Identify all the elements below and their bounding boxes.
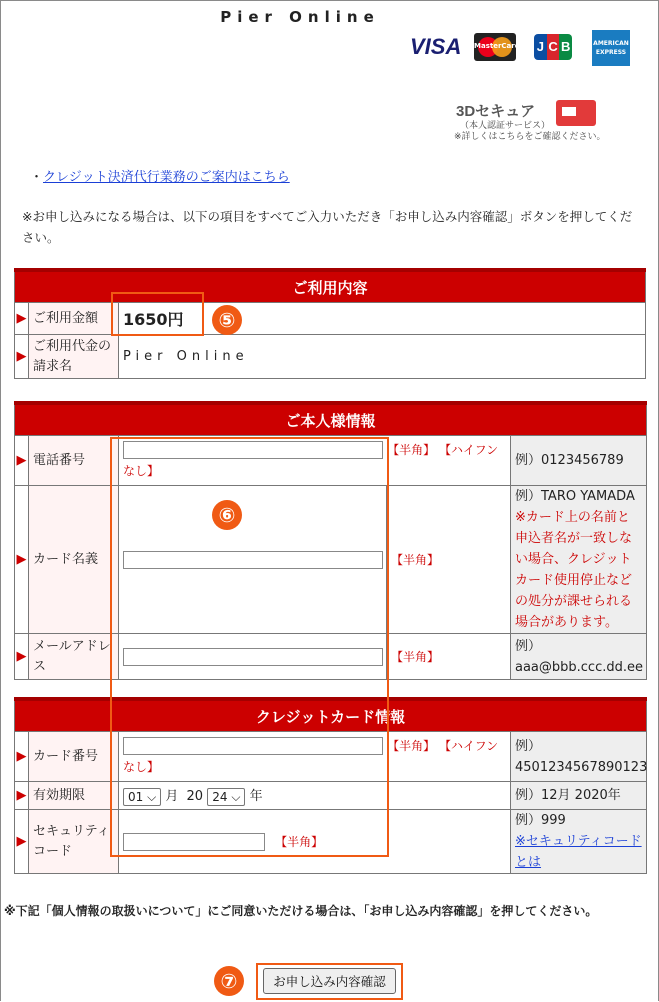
mastercard-logo: MasterCard (474, 33, 516, 61)
instruction-text: ※お申し込みになる場合は、以下の項目をすべてご入力いただき「お申し込み内容確認」ボタンを押してください。 (22, 209, 633, 245)
cvc-help-link[interactable]: ※セキュリティコードとは (515, 834, 642, 870)
row-marker-icon: ▶ (15, 486, 29, 634)
cvc-label: セキュリティコード (29, 810, 119, 874)
secure-note: ※詳しくはこちらをご確認ください。 (454, 132, 606, 142)
3d-secure-badge[interactable] (456, 100, 626, 145)
row-marker-icon: ▶ (15, 810, 29, 874)
expiry-label: 有効期限 (29, 782, 119, 810)
row-marker-icon: ▶ (15, 303, 29, 335)
expiry-year-prefix: 20 (186, 789, 204, 805)
expiry-year-select[interactable]: 24 ⌵ (207, 788, 245, 806)
phone-note: 【半角】 【ハイフンなし】 (123, 442, 499, 478)
chevron-down-icon: ⌵ (231, 789, 241, 804)
service-guide-row (30, 166, 290, 185)
expiry-month-unit: 月 (165, 789, 179, 805)
card-number-note: 【半角】 【ハイフンなし】 (123, 738, 499, 774)
card-name-warning: ※カード上の名前と申込者名が一致しない場合、クレジットカード使用停止などの処分が課せられる場合があります。 (515, 510, 633, 630)
amex-logo: AMERICAN EXPRESS (592, 30, 630, 66)
phone-example: 例）0123456789 (511, 436, 647, 486)
credit-card-lock-icon (556, 100, 596, 126)
email-note: 【半角】 (391, 650, 440, 664)
expiry-month-select[interactable]: 01 ⌵ (123, 788, 161, 806)
confirm-button[interactable]: お申し込み内容確認 (263, 968, 396, 994)
expiry-example: 例）12月 2020年 (511, 782, 647, 810)
site-title: Pier Online (220, 8, 380, 26)
payee-label: ご利用代金の請求名 (29, 335, 119, 379)
row-marker-icon: ▶ (15, 782, 29, 810)
visa-logo: VISA (410, 34, 462, 59)
email-example: 例）aaa@bbb.ccc.dd.ee (511, 634, 647, 680)
row-marker-icon: ▶ (15, 634, 29, 680)
card-heading: クレジットカード情報 (15, 699, 647, 732)
row-marker-icon: ▶ (15, 335, 29, 379)
row-marker-icon: ▶ (15, 732, 29, 782)
usage-heading: ご利用内容 (15, 270, 646, 303)
cvc-example: 例）999 (515, 813, 566, 828)
usage-table (14, 268, 646, 379)
secure-title: 3Dセキュア (456, 103, 536, 120)
card-name-example: 例）TARO YAMADA (515, 489, 635, 504)
card-number-label: カード番号 (29, 732, 119, 782)
consent-notice: ※下記「個人情報の取扱いについて」にご同意いただける場合は、「お申し込み内容確認」を押してください。 (4, 904, 598, 918)
row-marker-icon: ▶ (15, 436, 29, 486)
service-guide-link[interactable]: クレジット決済代行業務のご案内はこちら (43, 170, 290, 185)
card-number-example: 例）4501234567890123 (511, 732, 647, 782)
card-name-note: 【半角】 (391, 553, 440, 567)
amount-value: 1650円 (119, 303, 646, 335)
callout-6: ⑥ (212, 500, 242, 530)
chevron-down-icon: ⌵ (147, 789, 157, 804)
secure-subtitle: （本人認証サービス） (460, 121, 551, 131)
card-name-label: カード名義 (29, 486, 119, 634)
expiry-year-unit: 年 (249, 789, 263, 805)
payee-value: Pier Online (119, 335, 646, 379)
phone-label: 電話番号 (29, 436, 119, 486)
bullet: ・ (30, 170, 44, 185)
email-label: メールアドレス (29, 634, 119, 680)
callout-7: ⑦ (214, 966, 244, 996)
jcb-logo: J C B (534, 34, 572, 60)
amount-highlight-box (111, 292, 204, 336)
callout-5: ⑤ (212, 305, 242, 335)
personal-heading: ご本人様情報 (15, 403, 647, 436)
amount-label: ご利用金額 (29, 303, 119, 335)
cvc-note: 【半角】 (275, 834, 324, 849)
fields-highlight-box (110, 437, 389, 857)
button-highlight-box (256, 963, 403, 1000)
